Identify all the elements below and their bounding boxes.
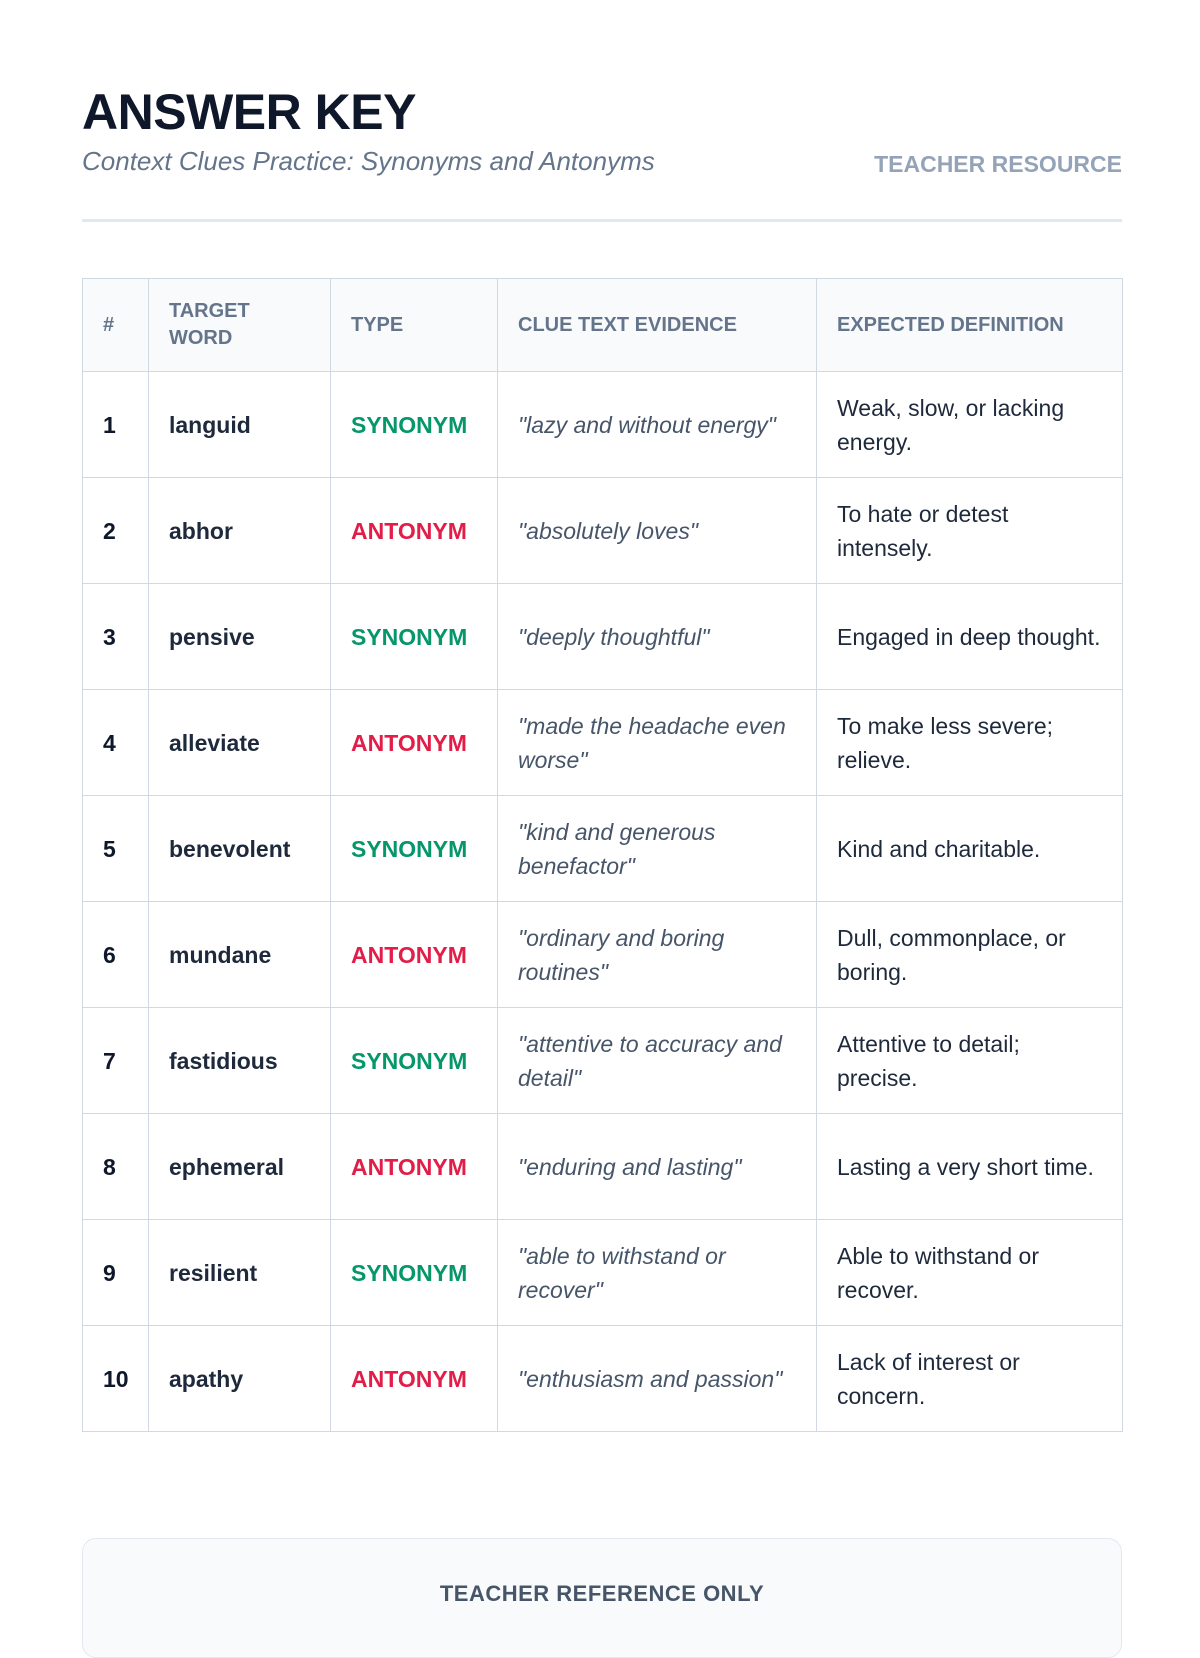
clue-evidence: "kind and generous benefactor" [498, 796, 817, 902]
table-row [83, 1220, 1123, 1326]
teacher-reference-label: TEACHER REFERENCE ONLY [439, 1581, 765, 1606]
expected-definition: To make less severe; relieve. [817, 690, 1123, 796]
column-header-target-word: TARGET WORD [149, 279, 331, 372]
target-word: fastidious [149, 1008, 331, 1114]
expected-definition: Engaged in deep thought. [817, 584, 1123, 690]
column-header-number: # [83, 279, 149, 372]
clue-evidence: "lazy and without energy" [498, 372, 817, 478]
page-header [82, 0, 1122, 222]
target-word: benevolent [149, 796, 331, 902]
clue-type: ANTONYM [331, 1326, 498, 1432]
clue-type: ANTONYM [331, 690, 498, 796]
clue-evidence: "attentive to accuracy and detail" [498, 1008, 817, 1114]
clue-type: SYNONYM [331, 1220, 498, 1326]
table-row [83, 1326, 1123, 1432]
row-number: 6 [83, 902, 149, 1008]
row-number: 3 [83, 584, 149, 690]
row-number: 8 [83, 1114, 149, 1220]
clue-evidence: "absolutely loves" [498, 478, 817, 584]
clue-type: SYNONYM [331, 796, 498, 902]
table-row [83, 584, 1123, 690]
expected-definition: Weak, slow, or lacking energy. [817, 372, 1123, 478]
clue-evidence: "deeply thoughtful" [498, 584, 817, 690]
page-subtitle: Context Clues Practice: Synonyms and Antonyms [82, 146, 655, 176]
expected-definition: Able to withstand or recover. [817, 1220, 1123, 1326]
row-number: 10 [83, 1326, 149, 1432]
expected-definition: Dull, commonplace, or boring. [817, 902, 1123, 1008]
clue-type: SYNONYM [331, 372, 498, 478]
answer-key-table [82, 278, 1123, 1432]
row-number: 1 [83, 372, 149, 478]
expected-definition: Attentive to detail; precise. [817, 1008, 1123, 1114]
clue-type: SYNONYM [331, 584, 498, 690]
clue-type: ANTONYM [331, 902, 498, 1008]
target-word: ephemeral [149, 1114, 331, 1220]
table-header-row [83, 279, 1123, 372]
table-row [83, 1114, 1123, 1220]
expected-definition: Kind and charitable. [817, 796, 1123, 902]
expected-definition: Lasting a very short time. [817, 1114, 1123, 1220]
row-number: 5 [83, 796, 149, 902]
clue-type: SYNONYM [331, 1008, 498, 1114]
table-row [83, 372, 1123, 478]
table-row [83, 690, 1123, 796]
clue-evidence: "able to withstand or recover" [498, 1220, 817, 1326]
clue-evidence: "enthusiasm and passion" [498, 1326, 817, 1432]
target-word: alleviate [149, 690, 331, 796]
page-title: ANSWER KEY [82, 84, 416, 140]
table-row [83, 902, 1123, 1008]
clue-evidence: "ordinary and boring routines" [498, 902, 817, 1008]
row-number: 2 [83, 478, 149, 584]
row-number: 7 [83, 1008, 149, 1114]
target-word: mundane [149, 902, 331, 1008]
clue-type: ANTONYM [331, 1114, 498, 1220]
target-word: abhor [149, 478, 331, 584]
column-header-clue-evidence: CLUE TEXT EVIDENCE [498, 279, 817, 372]
clue-type: ANTONYM [331, 478, 498, 584]
expected-definition: Lack of interest or concern. [817, 1326, 1123, 1432]
resource-label: TEACHER RESOURCE [874, 151, 1122, 177]
table-row [83, 478, 1123, 584]
clue-evidence: "enduring and lasting" [498, 1114, 817, 1220]
row-number: 9 [83, 1220, 149, 1326]
table-row [83, 1008, 1123, 1114]
expected-definition: To hate or detest intensely. [817, 478, 1123, 584]
target-word: apathy [149, 1326, 331, 1432]
clue-evidence: "made the headache even worse" [498, 690, 817, 796]
target-word: resilient [149, 1220, 331, 1326]
teacher-reference-box [82, 1538, 1122, 1658]
row-number: 4 [83, 690, 149, 796]
target-word: languid [149, 372, 331, 478]
target-word: pensive [149, 584, 331, 690]
answer-key-page [82, 0, 1122, 1606]
column-header-type: TYPE [331, 279, 498, 372]
column-header-definition: EXPECTED DEFINITION [817, 279, 1123, 372]
table-row [83, 796, 1123, 902]
